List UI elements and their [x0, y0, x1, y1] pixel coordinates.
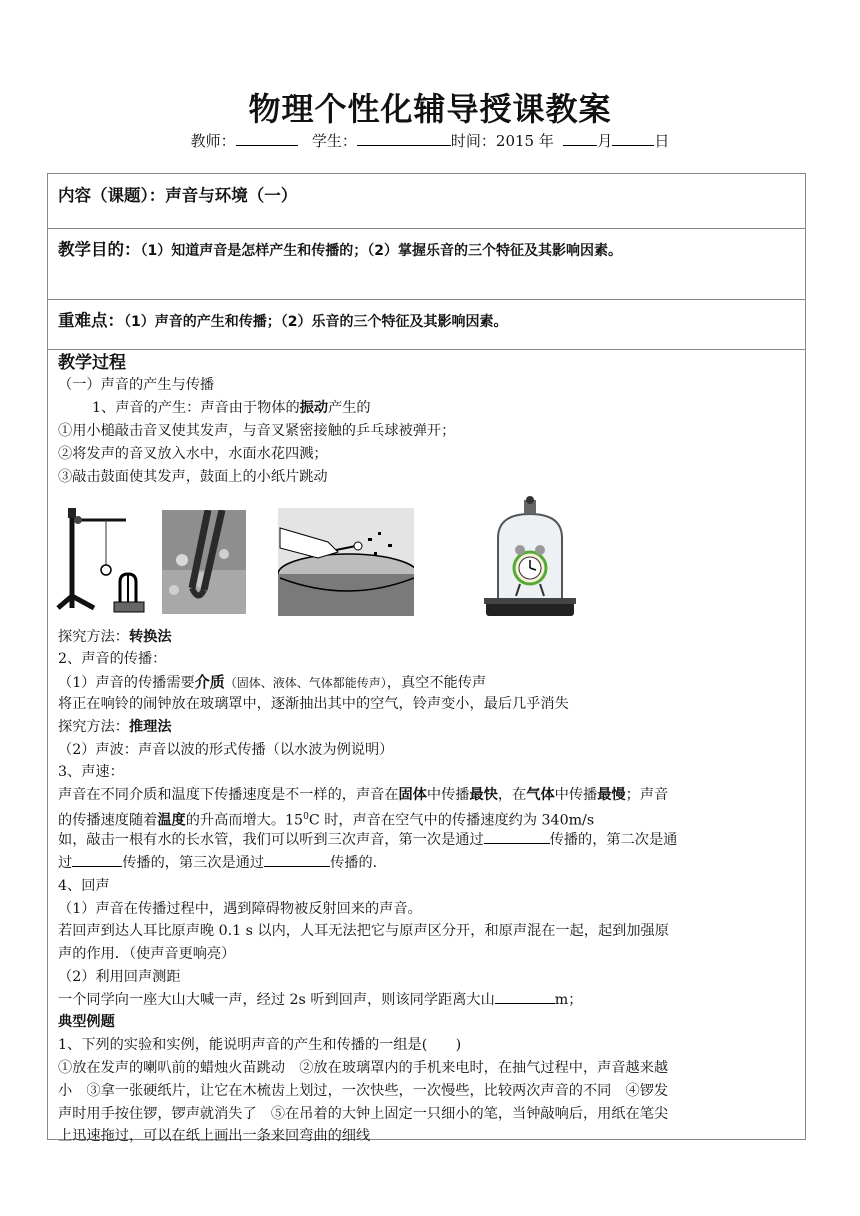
blank-2: [72, 852, 122, 867]
section-4: 4、回声: [58, 878, 110, 894]
topic-box: [47, 173, 806, 229]
key-box: [47, 299, 806, 350]
section-3: 3、声速：: [58, 764, 124, 780]
section-1: （一）声音的产生与传播: [58, 377, 215, 393]
student-label: 学生：: [311, 132, 357, 150]
example-2: ②将发声的音叉放入水中，水面水花四溅；: [58, 446, 328, 462]
process-box: [47, 349, 806, 1144]
blank-3: [264, 852, 330, 867]
section-1-1: 1、声音的产生：声音由于物体的振动产生的: [92, 400, 371, 416]
bell-jar-text: 将正在响铃的闹钟放在玻璃罩中，逐渐抽出其中的空气，铃声变小，最后几乎消失: [58, 696, 569, 712]
process-title: 教学过程: [58, 353, 126, 373]
example-q1-line-4: 声时用手按住锣，锣声就消失了 ⑤在吊着的大钟上固定一只细小的笔，当钟敲响后，用纸在笔尖: [58, 1106, 669, 1122]
sound-speed-line-3: 如，敲击一根有水的长水管，我们可以听到三次声音，第一次是通过 传播的，第二次是通: [58, 829, 677, 851]
example-3: ③敲击鼓面使其发声，鼓面上的小纸片跳动: [58, 469, 328, 485]
section-4-1: （1）声音在传播过程中，遇到障碍物被反射回来的声音。: [58, 901, 422, 917]
section-2-2: （2）声波：声音以波的形式传播（以水波为例说明）: [58, 742, 394, 758]
example-q1-line-3: 小 ③拿一张硬纸片，让它在木梳齿上划过，一次快些，一次慢些，比较两次声音的不同 ④锣发: [58, 1083, 669, 1099]
goal-value: （1）知道声音是怎样产生和传播的；（2）掌握乐音的三个特征及其影响因素。: [140, 243, 622, 259]
teacher-label: 教师：: [190, 132, 236, 150]
example-q1-line-5: 上迅速拖过，可以在纸上画出一条来回弯曲的细线: [58, 1128, 371, 1144]
blank-1: [484, 829, 550, 844]
sound-speed-line-2: 的传播速度随着温度的升高而增大。$15^0C$ 时，声音在空气中的传播速度约为 340m/s: [58, 812, 595, 829]
page-title: 物理个性化辅导授课教案: [248, 90, 612, 128]
example-q1-line-2: ①放在发声的喇叭前的蜡烛火苗跳动 ②放在玻璃罩内的手机来电时，在抽气过程中，声音越来越: [58, 1060, 669, 1076]
blank-4: [495, 989, 555, 1004]
method-2: 探究方法：推理法: [58, 719, 172, 735]
day-label: 日: [654, 132, 670, 150]
section-2: 2、声音的传播：: [58, 651, 167, 667]
teacher-blank: [236, 131, 298, 146]
echo-line-2: 若回声到达人耳比原声晚 0.1 s 以内，人耳无法把它与原声区分开，和原声混在一起，起到加强原: [58, 923, 669, 939]
topic-label: 内容（课题）：: [58, 186, 166, 205]
goal-label: 教学目的：: [58, 240, 141, 259]
echo-question: 一个同学向一座大山大喊一声，经过 2s 听到回声，则该同学距离大山 m；: [58, 989, 582, 1011]
topic-value: 声音与环境（一）: [165, 186, 298, 205]
key-value: （1）声音的产生和传播；（2）乐音的三个特征及其影响因素。: [124, 314, 508, 330]
time-label: 时间：2015 年: [450, 132, 554, 150]
fork-in-water-image: [162, 510, 246, 614]
tuning-fork-ball-image: [54, 508, 156, 616]
goal-box: [47, 228, 806, 300]
header-meta: [0, 130, 860, 151]
method-1: 探究方法：转换法: [58, 629, 172, 645]
bell-jar-alarm-image: [484, 496, 576, 618]
month-blank: [563, 131, 597, 146]
examples-title: 典型例题: [58, 1014, 115, 1030]
example-1: ①用小槌敲击音叉使其发声，与音叉紧密接触的乒乓球被弹开；: [58, 423, 456, 439]
sound-speed-line-4: 过 传播的，第三次是通过 传播的.: [58, 852, 377, 874]
section-2-1: （1）声音的传播需要介质（固体、液体、气体都能传声），真空不能传声: [58, 673, 487, 691]
student-blank: [357, 131, 451, 146]
section-4-2: （2）利用回声测距: [58, 969, 181, 985]
day-blank: [612, 131, 654, 146]
sound-speed-line-1: 声音在不同介质和温度下传播速度是不一样的，声音在固体中传播最快，在气体中传播最慢；声音: [58, 787, 669, 803]
example-question-1: 1、下列的实验和实例，能说明声音的产生和传播的一组是( ): [58, 1037, 462, 1053]
key-label: 重难点：: [58, 311, 124, 330]
month-label: 月: [597, 132, 613, 150]
echo-line-3: 声的作用．（使声音更响亮）: [58, 946, 236, 962]
drum-paper-image: [278, 508, 414, 616]
